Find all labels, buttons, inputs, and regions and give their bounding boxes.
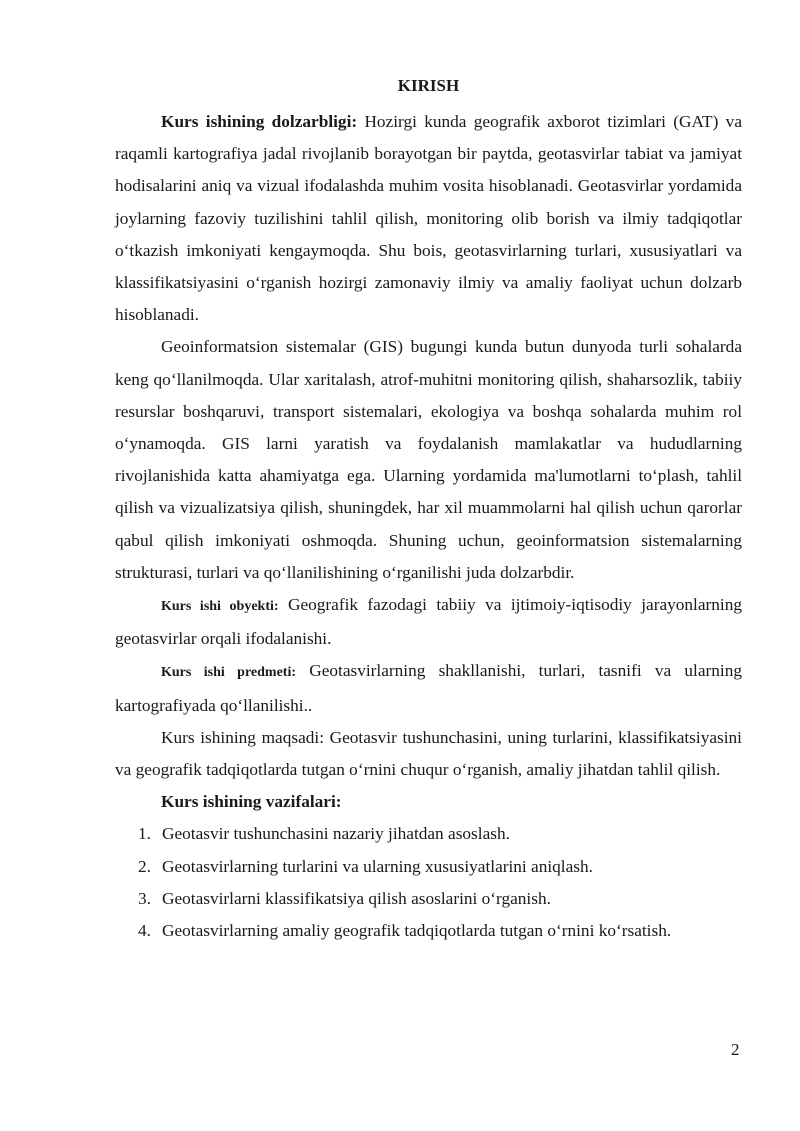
list-item	[115, 915, 742, 947]
list-item-text: Geotasvirlarni klassifikatsiya qilish asoslarini o‘rganish.	[162, 888, 551, 908]
subject-text: Geotasvirlarning shakllanishi, turlari, tasnifi va ularning kartografiyada qo‘llanilishi..	[115, 661, 742, 715]
paragraph-object	[115, 589, 742, 655]
paragraph-goal	[115, 722, 742, 786]
page-title: KIRISH	[397, 76, 460, 95]
tasks-heading: Kurs ishining vazifalari:	[161, 792, 342, 812]
list-item-text: Geotasvirlarning amaliy geografik tadqiqotlarda tutgan o‘rnini ko‘rsatish.	[162, 921, 672, 941]
relevance-label: Kurs ishining dolzarbligi:	[161, 112, 358, 131]
paragraph-relevance	[115, 106, 742, 331]
page-number: 2	[731, 1040, 740, 1059]
object-label: Kurs ishi obyekti:	[161, 599, 279, 615]
list-item-number: 2.	[138, 856, 151, 876]
gis-text: Geoinformatsion sistemalar (GIS) bugungi kunda butun dunyoda turli sohalarda keng qo‘llanilmoqda. Ular xaritalash, atrof-muhitni monitoring qilish, shaharsozlik, tabiiy resurslar boshqaruvi, transport sistemalari, ekologiya va boshqa sohalarda muhim rol o‘ynamoqda. GIS larni yaratish va foydalanish mamlakatlar va hududlarning rivojlanishida katta ahamiyatga ega. Ularning yordamida ma'lumotlarni to‘plash, tahlil qilish va vizualizatsiya qilish, shuningdek, har xil muammolarni hal qilish uchun qarorlar qabul qilish imkoniyati oshmoqda. Shuning uchun, geoinformatsion sistemalarning strukturasi, turlari va qo‘llanilishining o‘rganilishi juda dolzarbdir.	[115, 337, 742, 582]
list-item	[115, 883, 742, 915]
list-item-number: 3.	[138, 888, 151, 908]
list-item-number: 1.	[138, 824, 151, 844]
tasks-list	[115, 818, 742, 947]
document-page	[115, 74, 742, 947]
list-item	[115, 851, 742, 883]
list-item-text: Geotasvirlarning turlarini va ularning xususiyatlarini aniqlash.	[162, 856, 593, 876]
paragraph-gis	[115, 331, 742, 589]
list-item-number: 4.	[138, 921, 151, 941]
goal-text: Kurs ishining maqsadi: Geotasvir tushunchasini, uning turlarini, klassifikatsiyasini va geografik tadqiqotlarda tutgan o‘rnini chuqur o‘rganish, amaliy jihatdan tahlil qilish.	[115, 727, 742, 780]
object-text: Geografik fazodagi tabiiy va ijtimoiy-iqtisodiy jarayonlarning geotasvirlar orqali ifodalanishi.	[115, 595, 742, 649]
list-item-text: Geotasvir tushunchasini nazariy jihatdan asoslash.	[162, 824, 510, 844]
relevance-text: Hozirgi kunda geografik axborot tizimlari (GAT) va raqamli kartografiya jadal rivojlanib borayotgan bir paytda, geotasvirlar tabiat va jamiyat hodisalarini aniq va vizual ifodalashda muhim vosita hisoblanadi. Geotasvirlar yordamida joylarning fazoviy tuzilishini tahlil qilish, monitoring olib borish va ilmiy tadqiqotlar o‘tkazish imkoniyati kengaymoqda. Shu bois, geotasvirlarning turlari, xususiyatlari va klassifikatsiyasini o‘rganish hozirgi zamonaviy ilmiy va amaliy faoliyat uchun dolzarb hisoblanadi.	[115, 112, 742, 325]
subject-label: Kurs ishi predmeti:	[161, 665, 296, 681]
paragraph-subject	[115, 655, 742, 721]
list-item	[115, 818, 742, 850]
